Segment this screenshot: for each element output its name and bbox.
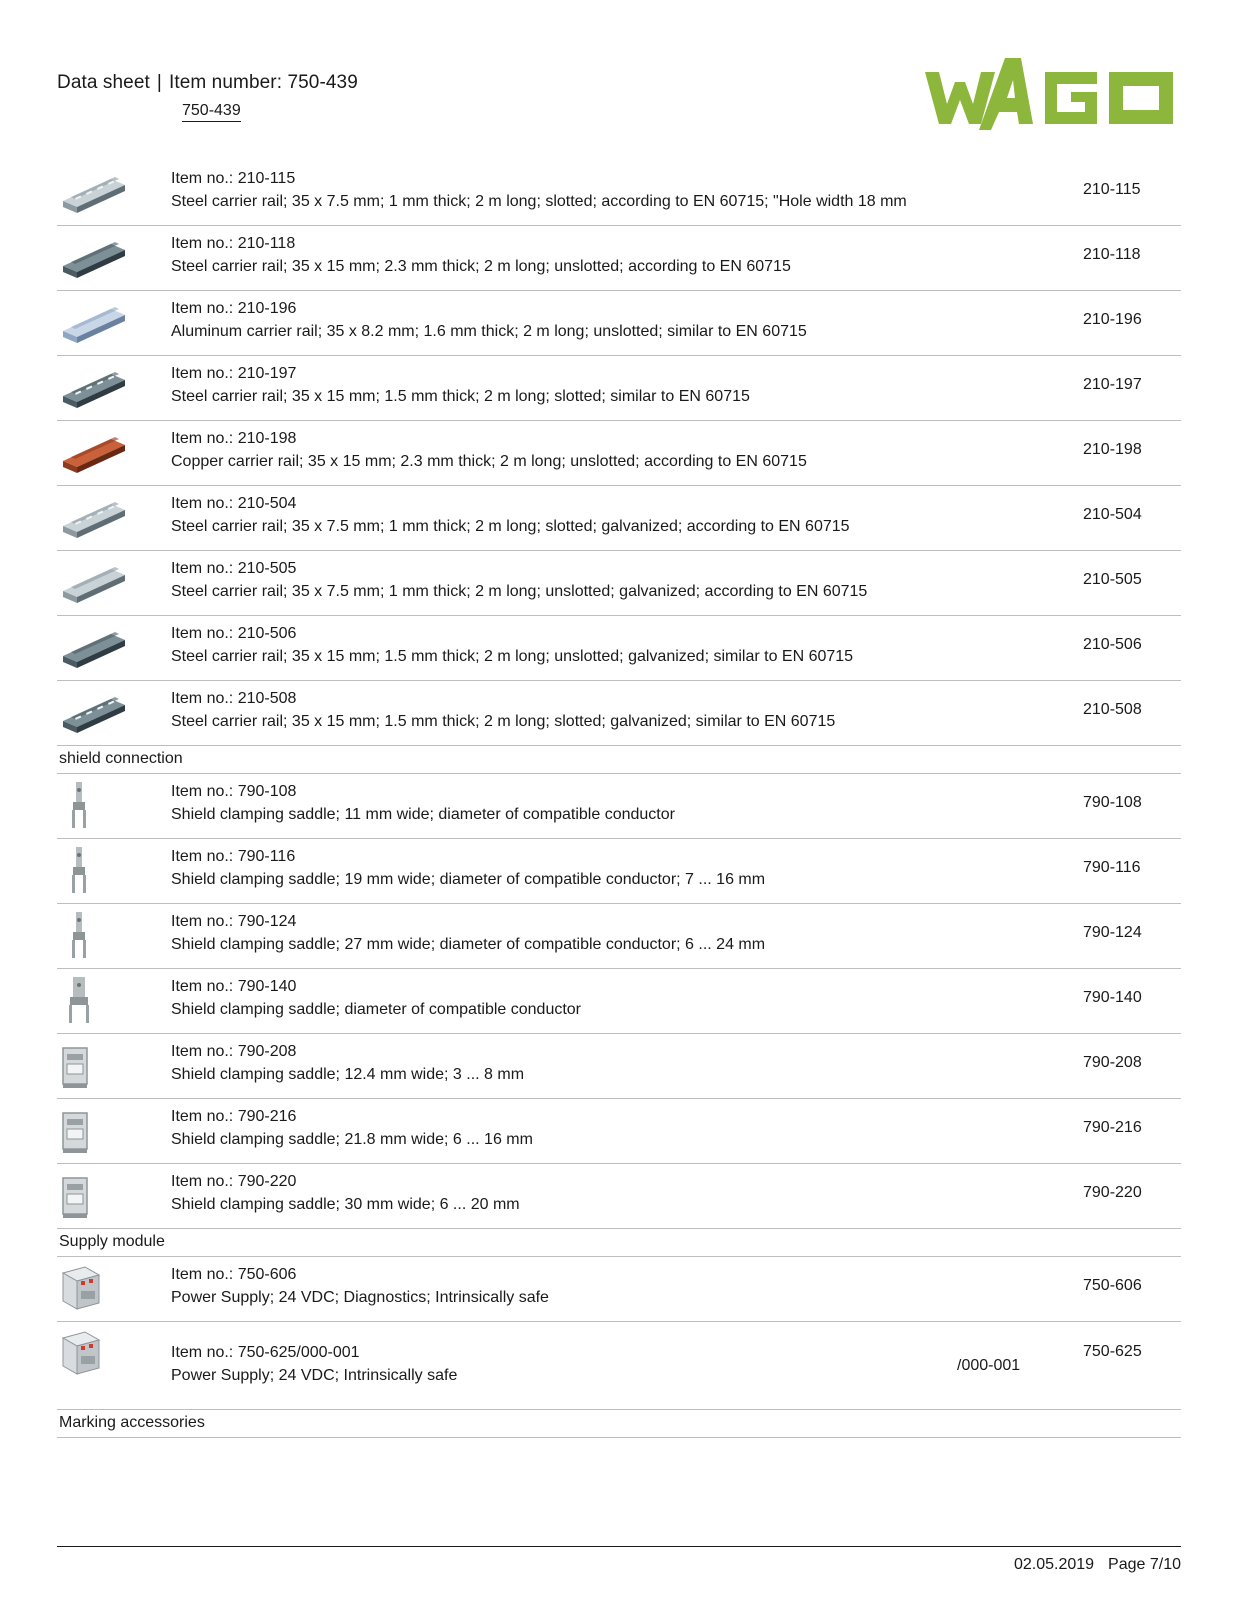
item-code: 210-508 (1083, 701, 1142, 718)
item-number: Item no.: 210-505 (171, 560, 297, 577)
item-description: Aluminum carrier rail; 35 x 8.2 mm; 1.6 mm thick; 2 m long; unslotted; similar to EN 60715 (171, 323, 807, 340)
product-image-icon (59, 232, 131, 284)
product-image-icon (59, 1263, 131, 1315)
item-number: Item no.: 210-198 (171, 430, 297, 447)
product-image-icon (59, 427, 131, 479)
item-code: 210-118 (1083, 246, 1141, 263)
item-code: 210-506 (1083, 636, 1142, 653)
item-number: Item no.: 790-220 (171, 1173, 297, 1190)
item-description: Power Supply; 24 VDC; Intrinsically safe (171, 1367, 458, 1384)
category-heading: shield connection (57, 746, 1181, 774)
table-row (57, 1257, 1181, 1322)
item-code: 790-116 (1083, 859, 1141, 876)
footer-date: 02.05.2019 (1013, 1556, 1095, 1573)
item-number: Item no.: 790-208 (171, 1043, 297, 1060)
item-code: 750-606 (1083, 1277, 1142, 1294)
item-number: Item no.: 210-508 (171, 690, 297, 707)
item-number: Item no.: 790-124 (171, 913, 297, 930)
item-code: 210-196 (1083, 311, 1142, 328)
table-row (57, 486, 1181, 551)
item-code: 750-625 (1083, 1343, 1142, 1360)
item-description: Shield clamping saddle; 19 mm wide; diameter of compatible conductor; 7 ... 16 mm (171, 871, 766, 888)
sub-item-number: 750-439 (182, 102, 241, 122)
item-number-title: Item number: 750-439 (168, 72, 358, 93)
title-separator: | (156, 72, 162, 93)
product-image-icon (59, 975, 131, 1027)
product-image-icon (59, 492, 131, 544)
category-heading: Supply module (57, 1229, 1181, 1257)
item-number: Item no.: 790-216 (171, 1108, 297, 1125)
item-number: Item no.: 790-140 (171, 978, 297, 995)
table-row (57, 681, 1181, 746)
table-row (57, 1164, 1181, 1229)
item-description: Steel carrier rail; 35 x 7.5 mm; 1 mm thick; 2 m long; slotted; galvanized; according to EN 60715 (171, 518, 850, 535)
item-code: 790-220 (1083, 1184, 1142, 1201)
accessory-table (57, 161, 1181, 1438)
product-image-icon (59, 687, 131, 739)
table-row (57, 356, 1181, 421)
item-code: 790-124 (1083, 924, 1142, 941)
product-image-icon (59, 1328, 131, 1380)
item-code: 210-505 (1083, 571, 1142, 588)
item-description: Steel carrier rail; 35 x 15 mm; 1.5 mm thick; 2 m long; slotted; similar to EN 60715 (171, 388, 750, 405)
table-row (57, 1034, 1181, 1099)
table-row (57, 969, 1181, 1034)
item-code: 210-197 (1083, 376, 1142, 393)
item-number: Item no.: 210-196 (171, 300, 297, 317)
item-number: Item no.: 750-606 (171, 1266, 297, 1283)
item-description: Steel carrier rail; 35 x 15 mm; 1.5 mm thick; 2 m long; slotted; galvanized; similar to EN 60715 (171, 713, 836, 730)
item-code: 210-504 (1083, 506, 1142, 523)
item-description: Shield clamping saddle; 27 mm wide; diameter of compatible conductor; 6 ... 24 mm (171, 936, 766, 953)
item-description: Steel carrier rail; 35 x 7.5 mm; 1 mm thick; 2 m long; slotted; according to EN 60715; "Hole width 18 mm (171, 193, 907, 210)
document-header (57, 72, 358, 119)
table-row (57, 839, 1181, 904)
item-description: Shield clamping saddle; 30 mm wide; 6 ... 20 mm (171, 1196, 520, 1213)
table-row (57, 1322, 1181, 1410)
product-image-icon (59, 780, 131, 832)
product-image-icon (59, 1170, 131, 1222)
page-footer (1014, 1556, 1181, 1574)
table-row (57, 616, 1181, 681)
item-description: Steel carrier rail; 35 x 15 mm; 1.5 mm thick; 2 m long; unslotted; galvanized; similar to EN 60715 (171, 648, 854, 665)
table-row (57, 421, 1181, 486)
product-image-icon (59, 845, 131, 897)
category-heading: Marking accessories (57, 1410, 1181, 1438)
product-image-icon (59, 910, 131, 962)
product-image-icon (59, 622, 131, 674)
item-code: 790-208 (1083, 1054, 1142, 1071)
item-code: 210-115 (1083, 181, 1141, 198)
table-row (57, 774, 1181, 839)
item-description: Copper carrier rail; 35 x 15 mm; 2.3 mm thick; 2 m long; unslotted; according to EN 60715 (171, 453, 807, 470)
item-number: Item no.: 750-625/000-001 (171, 1344, 360, 1361)
table-row (57, 291, 1181, 356)
item-number: Item no.: 210-504 (171, 495, 297, 512)
item-number: Item no.: 790-116 (171, 848, 296, 865)
product-image-icon (59, 362, 131, 414)
item-description: Shield clamping saddle; 12.4 mm wide; 3 ... 8 mm (171, 1066, 525, 1083)
item-code: 790-140 (1083, 989, 1142, 1006)
item-number: Item no.: 210-197 (171, 365, 297, 382)
item-description: Shield clamping saddle; diameter of compatible conductor (171, 1001, 582, 1018)
table-row (57, 161, 1181, 226)
item-description: Steel carrier rail; 35 x 15 mm; 2.3 mm thick; 2 m long; unslotted; according to EN 60715 (171, 258, 791, 275)
item-description: Shield clamping saddle; 21.8 mm wide; 6 ... 16 mm (171, 1131, 533, 1148)
item-number: Item no.: 790-108 (171, 783, 297, 800)
table-row (57, 1099, 1181, 1164)
table-row (57, 904, 1181, 969)
wago-logo (925, 58, 1181, 142)
product-image-icon (59, 167, 131, 219)
item-number: Item no.: 210-118 (171, 235, 296, 252)
footer-rule (57, 1546, 1181, 1547)
item-description: Shield clamping saddle; 11 mm wide; diameter of compatible conductor (171, 806, 675, 823)
product-image-icon (59, 297, 131, 349)
item-code: 790-216 (1083, 1119, 1142, 1136)
doc-type: Data sheet (57, 72, 150, 93)
item-code: 210-198 (1083, 441, 1142, 458)
page-title (57, 72, 358, 94)
table-row (57, 226, 1181, 291)
table-row (57, 551, 1181, 616)
product-image-icon (59, 557, 131, 609)
product-image-icon (59, 1105, 131, 1157)
page-number: Page 7/10 (1108, 1556, 1181, 1573)
item-number: Item no.: 210-506 (171, 625, 297, 642)
item-code: 790-108 (1083, 794, 1142, 811)
item-description: Power Supply; 24 VDC; Diagnostics; Intrinsically safe (171, 1289, 549, 1306)
item-description: Steel carrier rail; 35 x 7.5 mm; 1 mm thick; 2 m long; unslotted; galvanized; according to EN 60715 (171, 583, 868, 600)
item-code-suffix: /000-001 (957, 1359, 1021, 1373)
item-number: Item no.: 210-115 (171, 170, 296, 187)
product-image-icon (59, 1040, 131, 1092)
